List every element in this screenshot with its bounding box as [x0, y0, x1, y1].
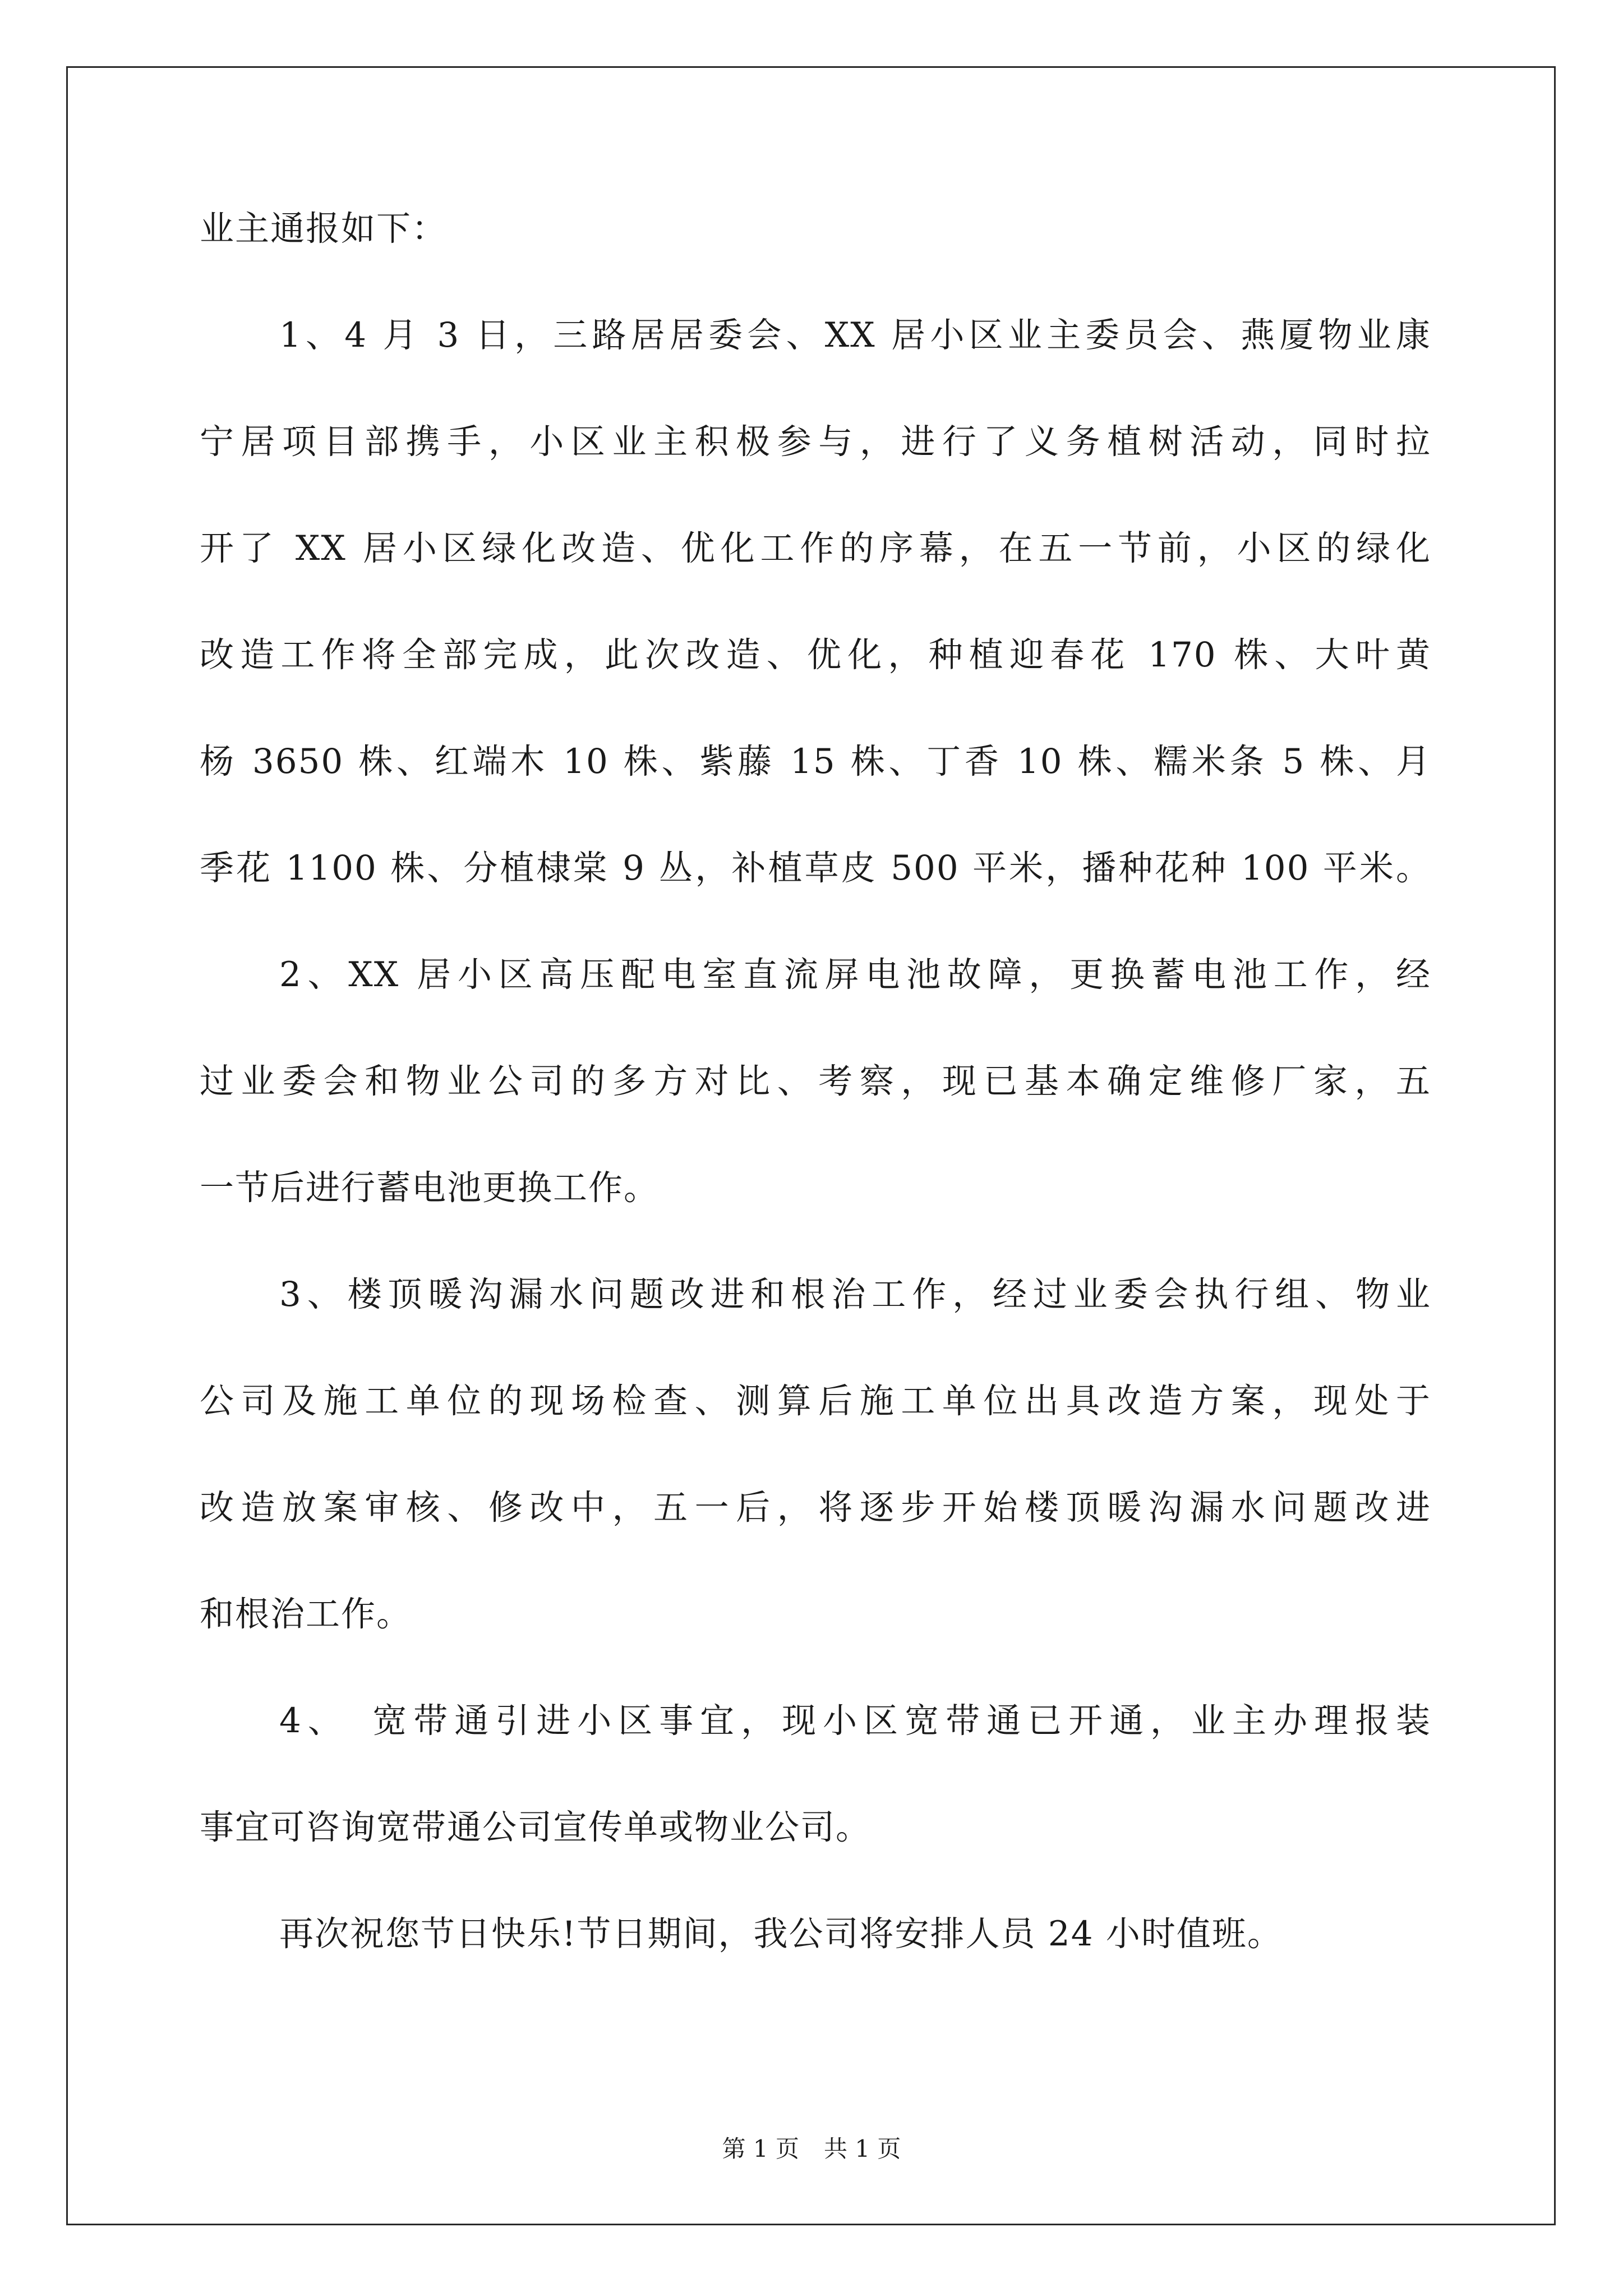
paragraph-line: 杨 3650 株、红端木 10 株、紫藤 15 株、丁香 10 株、糯米条 5 株、月 — [200, 742, 1431, 781]
paragraph-line: 和根治工作。 — [200, 1594, 412, 1634]
paragraph-1 — [200, 309, 1431, 895]
paragraph-line: 宁居项目部携手，小区业主积极参与，进行了义务植树活动，同时拉 — [200, 422, 1431, 462]
paragraph-line: 季花 1100 株、分植棣棠 9 丛，补植草皮 500 平米，播种花种 100 平米。 — [200, 848, 1431, 888]
closing-line: 再次祝您节日快乐!节日期间，我公司将安排人员 24 小时值班。 — [279, 1914, 1283, 1954]
paragraph-line: 1、4 月 3 日，三路居居委会、XX 居小区业主委员会、燕厦物业康 — [279, 315, 1431, 355]
page-total: 共 1 页 — [824, 2135, 901, 2162]
opening-line: 业主通报如下： — [200, 209, 448, 249]
paragraph-line: 3、楼顶暖沟漏水问题改进和根治工作，经过业委会执行组、物业 — [279, 1274, 1431, 1314]
page-number: 第 1 页 — [722, 2135, 799, 2162]
document-body — [200, 202, 1431, 1961]
paragraph-line: 事宜可咨询宽带通公司宣传单或物业公司。 — [200, 1807, 872, 1847]
paragraph-line: 改造工作将全部完成，此次改造、优化，种植迎春花 170 株、大叶黄 — [200, 635, 1431, 675]
paragraph-4 — [200, 1694, 1431, 1854]
paragraph-line: 4、 宽带通引进小区事宜，现小区宽带通已开通，业主办理报装 — [279, 1701, 1431, 1741]
paragraph-line: 公司及施工单位的现场检查、测算后施工单位出具改造方案，现处于 — [200, 1381, 1431, 1421]
paragraph-line: 改造放案审核、修改中，五一后，将逐步开始楼顶暖沟漏水问题改进 — [200, 1488, 1431, 1527]
paragraph-line: 过业委会和物业公司的多方对比、考察，现已基本确定维修厂家，五 — [200, 1061, 1431, 1101]
paragraph-3 — [200, 1268, 1431, 1641]
page-footer — [0, 2135, 1623, 2163]
paragraph-line: 一节后进行蓄电池更换工作。 — [200, 1168, 660, 1208]
paragraph-line: 2、XX 居小区高压配电室直流屏电池故障，更换蓄电池工作，经 — [279, 955, 1431, 995]
paragraph-line: 开了 XX 居小区绿化改造、优化工作的序幕，在五一节前，小区的绿化 — [200, 528, 1431, 568]
paragraph-2 — [200, 948, 1431, 1214]
